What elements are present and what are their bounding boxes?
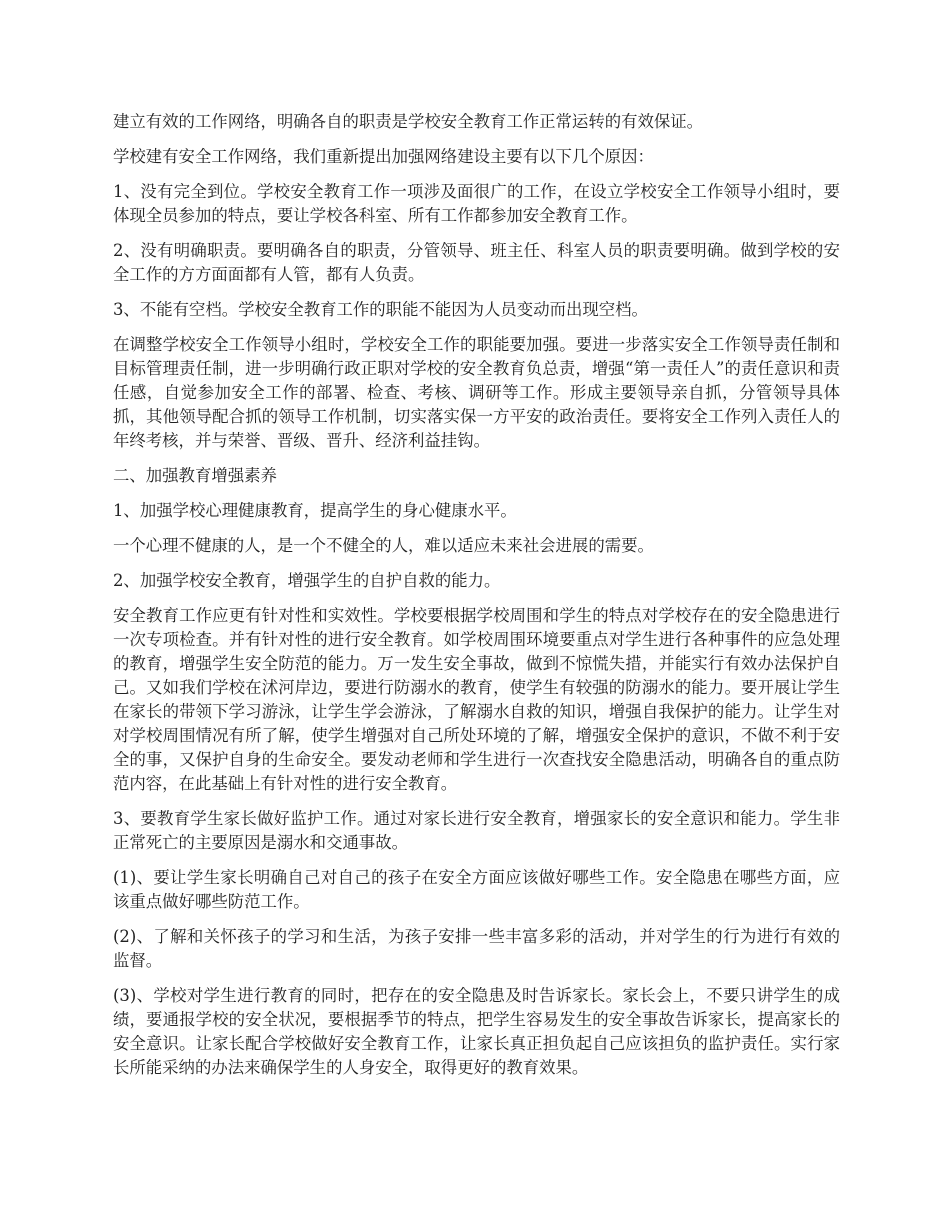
paragraph: (1)、要让学生家长明确自己对自己的孩子在安全方面应该做好哪些工作。安全隐患在哪些方面，应该重点做好哪些防范工作。 xyxy=(113,868,840,911)
paragraph: 安全教育工作应更有针对性和实效性。学校要根据学校周围和学生的特点对学校存在的安全隐患进行一次专项检查。并有针对性的进行安全教育。如学校周围环境要重点对学生进行各种事件的应急处理的教育，增强学生安全防范的能力。万一发生安全事故，做到不惊慌失措，并能实行有效办法保护自己。又如我们学校在沭河岸边，要进行防溺水的教育，使学生有较强的防溺水的能力。要开展让学生在家长的带领下学习游泳，让学生学会游泳，了解溺水自救的知识，增强自我保护的能力。让学生对对学校周围情况有所了解，使学生增强对自己所处环境的了解，增强安全保护的意识，不做不利于安全的事，又保护自身的生命安全。要发动老师和学生进行一次查找安全隐患活动，明确各自的重点防范内容，在此基础上有针对性的进行安全教育。 xyxy=(113,606,840,793)
paragraph: 3、要教育学生家长做好监护工作。通过对家长进行安全教育，增强家长的安全意识和能力。学生非正常死亡的主要原因是溺水和交通事故。 xyxy=(113,809,840,852)
paragraph: 3、不能有空档。学校安全教育工作的职能不能因为人员变动而出现空档。 xyxy=(113,300,648,319)
paragraph: 1、加强学校心理健康教育，提高学生的身心健康水平。 xyxy=(113,501,517,520)
paragraph: 2、加强学校安全教育，增强学生的自护自救的能力。 xyxy=(113,571,501,590)
paragraph: (3)、学校对学生进行教育的同时，把存在的安全隐患及时告诉家长。家长会上，不要只讲学生的成绩，要通报学校的安全状况，要根据季节的特点，把学生容易发生的安全事故告诉家长，提高家长的安全意识。让家长配合学校做好安全教育工作，让家长真正担负起自己应该担负的监护责任。实行家长所能采纳的办法来确保学生的人身安全，取得更好的教育效果。 xyxy=(113,986,840,1077)
paragraph: 1、没有完全到位。学校安全教育工作一项涉及面很广的工作，在设立学校安全工作领导小组时，要体现全员参加的特点，要让学校各科室、所有工作都参加安全教育工作。 xyxy=(113,182,840,225)
paragraph: 一个心理不健康的人，是一个不健全的人，难以适应未来社会进展的需要。 xyxy=(113,536,654,555)
paragraph: 在调整学校安全工作领导小组时，学校安全工作的职能要加强。要进一步落实安全工作领导责任制和目标管理责任制，进一步明确行政正职对学校的安全教育负总责，增强“第一责任人”的责任意识和责任感，自觉参加安全工作的部署、检查、考核、调研等工作。形成主要领导亲自抓，分管领导具体抓，其他领导配合抓的领导工作机制，切实落实保一方平安的政治责任。要将安全工作列入责任人的年终考核，并与荣誉、晋级、晋升、经济利益挂钩。 xyxy=(113,335,840,450)
paragraph: (2)、了解和关怀孩子的学习和生活，为孩子安排一些丰富多彩的活动，并对学生的行为进行有效的监督。 xyxy=(113,927,840,970)
paragraph: 建立有效的工作网络，明确各自的职责是学校安全教育工作正常运转的有效保证。 xyxy=(113,112,704,131)
paragraph: 学校建有安全工作网络，我们重新提出加强网络建设主要有以下几个原因： xyxy=(113,147,654,166)
paragraph: 2、没有明确职责。要明确各自的职责，分管领导、班主任、科室人员的职责要明确。做到学校的安全工作的方方面面都有人管，都有人负责。 xyxy=(113,241,840,284)
section-heading: 二、加强教育增强素养 xyxy=(113,466,277,485)
document-body xyxy=(113,110,840,1091)
